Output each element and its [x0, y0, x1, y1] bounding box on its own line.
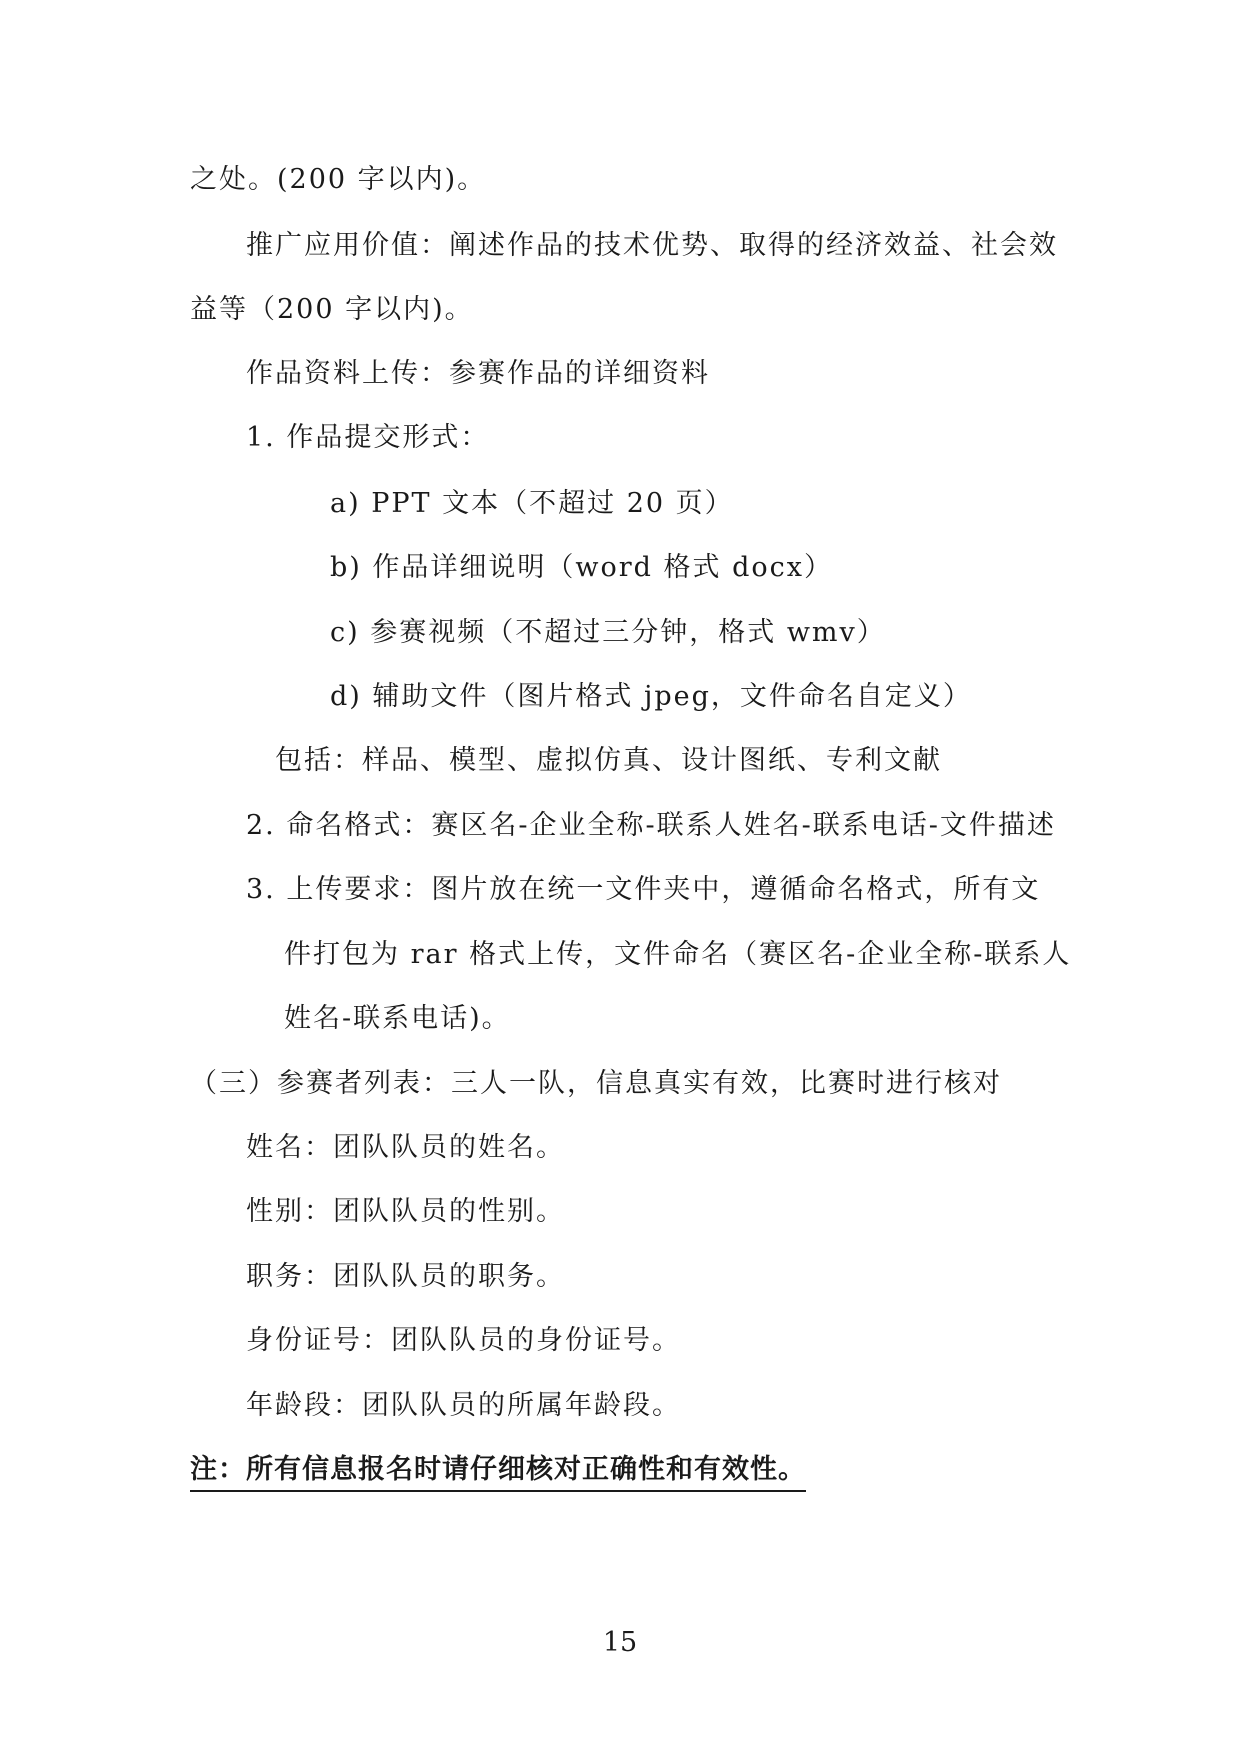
sub-list-item: c) 参赛视频（不超过三分钟，格式 wmv）	[330, 617, 886, 648]
sub-list-item: b) 作品详细说明（word 格式 docx）	[330, 552, 834, 583]
sub-list-item: d) 辅助文件（图片格式 jpeg，文件命名自定义）	[330, 681, 972, 712]
list-item: 3. 上传要求：图片放在统一文件夹中，遵循命名格式，所有文	[246, 874, 1041, 905]
paragraph-line: 包括：样品、模型、虚拟仿真、设计图纸、专利文献	[275, 745, 942, 776]
paragraph-line: 推广应用价值：阐述作品的技术优势、取得的经济效益、社会效	[246, 230, 1058, 261]
list-item: 2. 命名格式：赛区名-企业全称-联系人姓名-联系电话-文件描述	[246, 810, 1056, 841]
field-description: 职务：团队队员的职务。	[246, 1261, 565, 1292]
field-description: 年龄段：团队队员的所属年龄段。	[246, 1390, 681, 1421]
field-description: 性别：团队队员的性别。	[246, 1196, 565, 1227]
list-item: 1. 作品提交形式：	[246, 422, 490, 453]
sub-list-item: a) PPT 文本（不超过 20 页）	[330, 488, 734, 519]
list-item-continuation: 姓名-联系电话)。	[284, 1003, 511, 1034]
note-text: 注：所有信息报名时请仔细核对正确性和有效性。	[190, 1452, 806, 1492]
field-description: 姓名：团队队员的姓名。	[246, 1132, 565, 1163]
field-description: 身份证号：团队队员的身份证号。	[246, 1325, 681, 1356]
section-heading: （三）参赛者列表：三人一队，信息真实有效，比赛时进行核对	[190, 1068, 1002, 1099]
list-item-continuation: 件打包为 rar 格式上传，文件命名（赛区名-企业全称-联系人	[284, 939, 1072, 970]
paragraph-line: 之处。(200 字以内)。	[190, 164, 487, 195]
paragraph-line: 益等（200 字以内)。	[190, 294, 474, 325]
paragraph-line: 作品资料上传：参赛作品的详细资料	[246, 358, 710, 389]
page-number: 15	[602, 1627, 638, 1658]
